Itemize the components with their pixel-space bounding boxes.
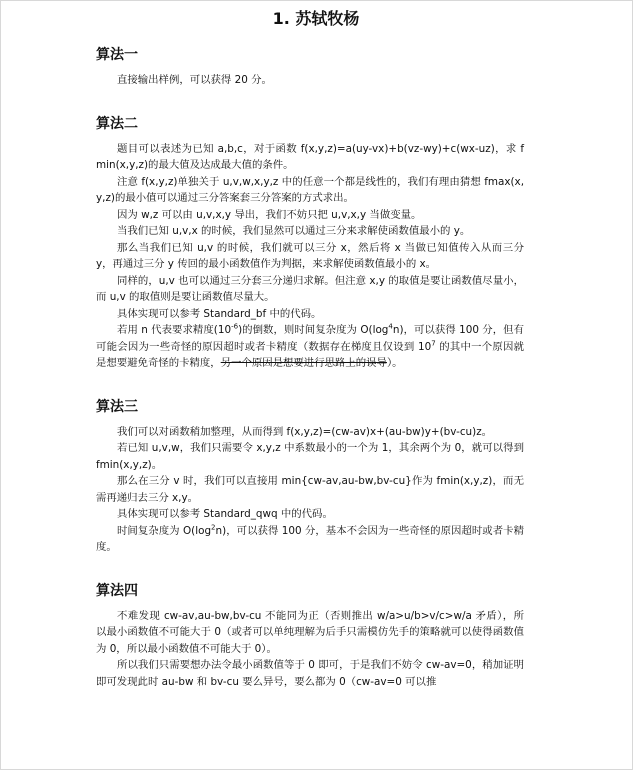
page-title: 1. 苏轼牧杨 [272, 9, 360, 28]
section-heading-3: 算法三 [96, 398, 138, 415]
text-run: 时间复杂度为 O(log [117, 524, 212, 537]
paragraph: 当我们已知 u,v,x 的时候，我们显然可以通过三分来求解使函数值最小的 y。 [117, 225, 471, 237]
paragraph: 若已知 u,v,w，我们只需要令 x,y,z 中系数最小的一个为 1，其余两个为 0，就可以得到 fmin(x,y,z)。 [96, 442, 524, 471]
strikethrough-text: 另一个原因是想要进行思路上的误导 [220, 357, 387, 369]
paragraph: 所以我们只需要想办法令最小函数值等于 0 即可，于是我们不妨令 cw-av=0，稍加证明即可发现此时 au-bw 和 bv-cu 要么异号，要么都为 0（cw-av=0 可以推 [96, 659, 524, 688]
paragraph: 具体实现可以参考 Standard_qwq 中的代码。 [117, 508, 333, 520]
section-heading-1: 算法一 [96, 47, 138, 63]
superscript: 4 [388, 322, 393, 331]
text-run: n)，可以获得 100 分，但有可能会因为一些奇怪的原因超时或者卡精度（数据存在梯度且仅设到 10 [96, 324, 525, 353]
superscript: 2 [211, 523, 216, 532]
text-run: 若用 n 代表要求精度(10 [117, 324, 232, 336]
paragraph: 我们可以对函数稍加整理，从而得到 f(x,y,z)=(cw-av)x+(au-bw)y+(bv-cu)z。 [117, 425, 493, 438]
paragraph: 直接输出样例，可以获得 20 分。 [117, 74, 272, 86]
superscript: -6 [231, 322, 239, 331]
paragraph-complexity [96, 523, 524, 556]
paragraph: 题目可以表述为已知 a,b,c，对于函数 f(x,y,z)=a(uy-vx)+b(vz-wy)+c(wx-uz)，求 fmin(x,y,z)的最大值及达成最大值的条件。 [96, 142, 524, 171]
paragraph-complexity [96, 322, 524, 372]
paragraph: 注意 f(x,y,z)单独关于 u,v,w,x,y,z 中的任意一个都是线性的，我们有理由猜想 fmax(x,y,z)的最小值可以通过三分答案套三分答案的方式求出。 [96, 175, 524, 204]
paragraph: 那么当我们已知 u,v 的时候，我们就可以三分 x，然后将 x 当做已知值传入从而三分 y，再通过三分 y 传回的最小函数值作为判据，来求解使函数值最小的 x。 [96, 241, 524, 270]
paragraph: 不难发现 cw-av,au-bw,bv-cu 不能同为正（否则推出 w/a>u/b>v/c>w/a 矛盾），所以最小函数值不可能大于 0（或者可以单纯理解为后手只需模仿先手的策略就可以使得函数值为 0，所以最小函数值不可能大于 0）。 [96, 609, 524, 655]
text-run: 的其中一个原因就是想要避免奇怪的卡精度， [96, 340, 524, 369]
paragraph: 具体实现可以参考 Standard_bf 中的代码。 [117, 307, 322, 320]
paragraph: 同样的，u,v 也可以通过三分套三分递归求解。但注意 x,y 的取值是要让函数值尽量小，而 u,v 的取值则是要让函数值尽量大。 [96, 274, 524, 303]
document-body [96, 8, 524, 690]
text-run: n)，可以获得 100 分，基本不会因为一些奇怪的原因超时或者卡精度。 [96, 524, 525, 553]
text-run: ）。 [386, 357, 403, 369]
text-run: )的倒数，则时间复杂度为 O(log [238, 324, 389, 336]
section-heading-2: 算法二 [96, 115, 138, 132]
paragraph: 因为 w,z 可以由 u,v,x,y 导出，我们不妨只把 u,v,x,y 当做变量。 [117, 208, 422, 221]
paragraph: 那么在三分 v 时，我们可以直接用 min{cw-av,au-bw,bv-cu}作为 fmin(x,y,z)，而无需再递归去三分 x,y。 [96, 475, 524, 504]
superscript: 7 [431, 339, 436, 348]
section-heading-4: 算法四 [96, 582, 138, 599]
